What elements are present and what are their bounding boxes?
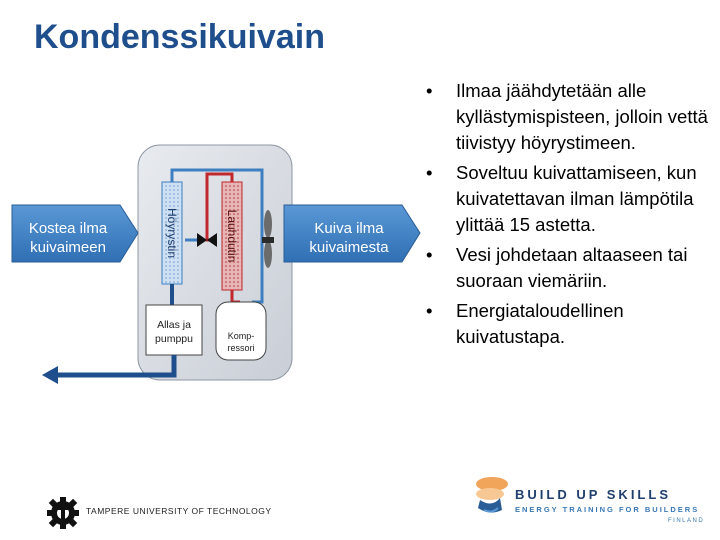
drain-arrowhead (42, 366, 58, 384)
inlet-label (14, 219, 122, 257)
brand-title: BUILD UP SKILLS (515, 487, 671, 502)
bullet-item: • Vesi johdetaan altaaseen tai suoraan viemäriin. (424, 242, 716, 294)
outlet-label-line2: kuivaimesta (309, 239, 389, 256)
compressor-label (216, 330, 266, 354)
outlet-label (290, 219, 408, 257)
evaporator-label: Höyrystin (165, 207, 179, 259)
inlet-label-line1: Kostea ilma (28, 220, 108, 237)
tank-label-line2: pumppu (155, 333, 193, 345)
university-gear-logo (46, 496, 80, 530)
compressor-label-line2: ressori (227, 343, 255, 353)
tank-label-line1: Allas ja (157, 319, 191, 331)
tank-label (146, 318, 202, 346)
brand-country: FINLAND (668, 518, 705, 524)
compressor-label-line1: Komp- (227, 331, 255, 341)
outlet-label-line1: Kuiva ilma (314, 220, 384, 237)
bullet-item: • Soveltuu kuivattamiseen, kun kuivatettavan ilman lämpötila ylittää 15 astetta. (424, 160, 716, 238)
inlet-label-line2: kuivaimeen (30, 239, 106, 256)
university-name: TAMPERE UNIVERSITY OF TECHNOLOGY (86, 506, 272, 516)
bullet-item: • Energiataloudellinen kuivatustapa. (424, 298, 716, 350)
build-up-skills-logo-icon (470, 470, 514, 520)
bullet-item: • Ilmaa jäähdytetään alle kyllästymispisteen, jolloin vettä tiivistyy höyrystimeen. (424, 78, 716, 156)
bullet-list (424, 78, 716, 350)
condenser-label: Lauhdutin (225, 209, 239, 263)
brand-subtitle: ENERGY TRAINING FOR BUILDERS (515, 505, 700, 514)
slide-title: Kondenssikuivain (34, 18, 325, 56)
